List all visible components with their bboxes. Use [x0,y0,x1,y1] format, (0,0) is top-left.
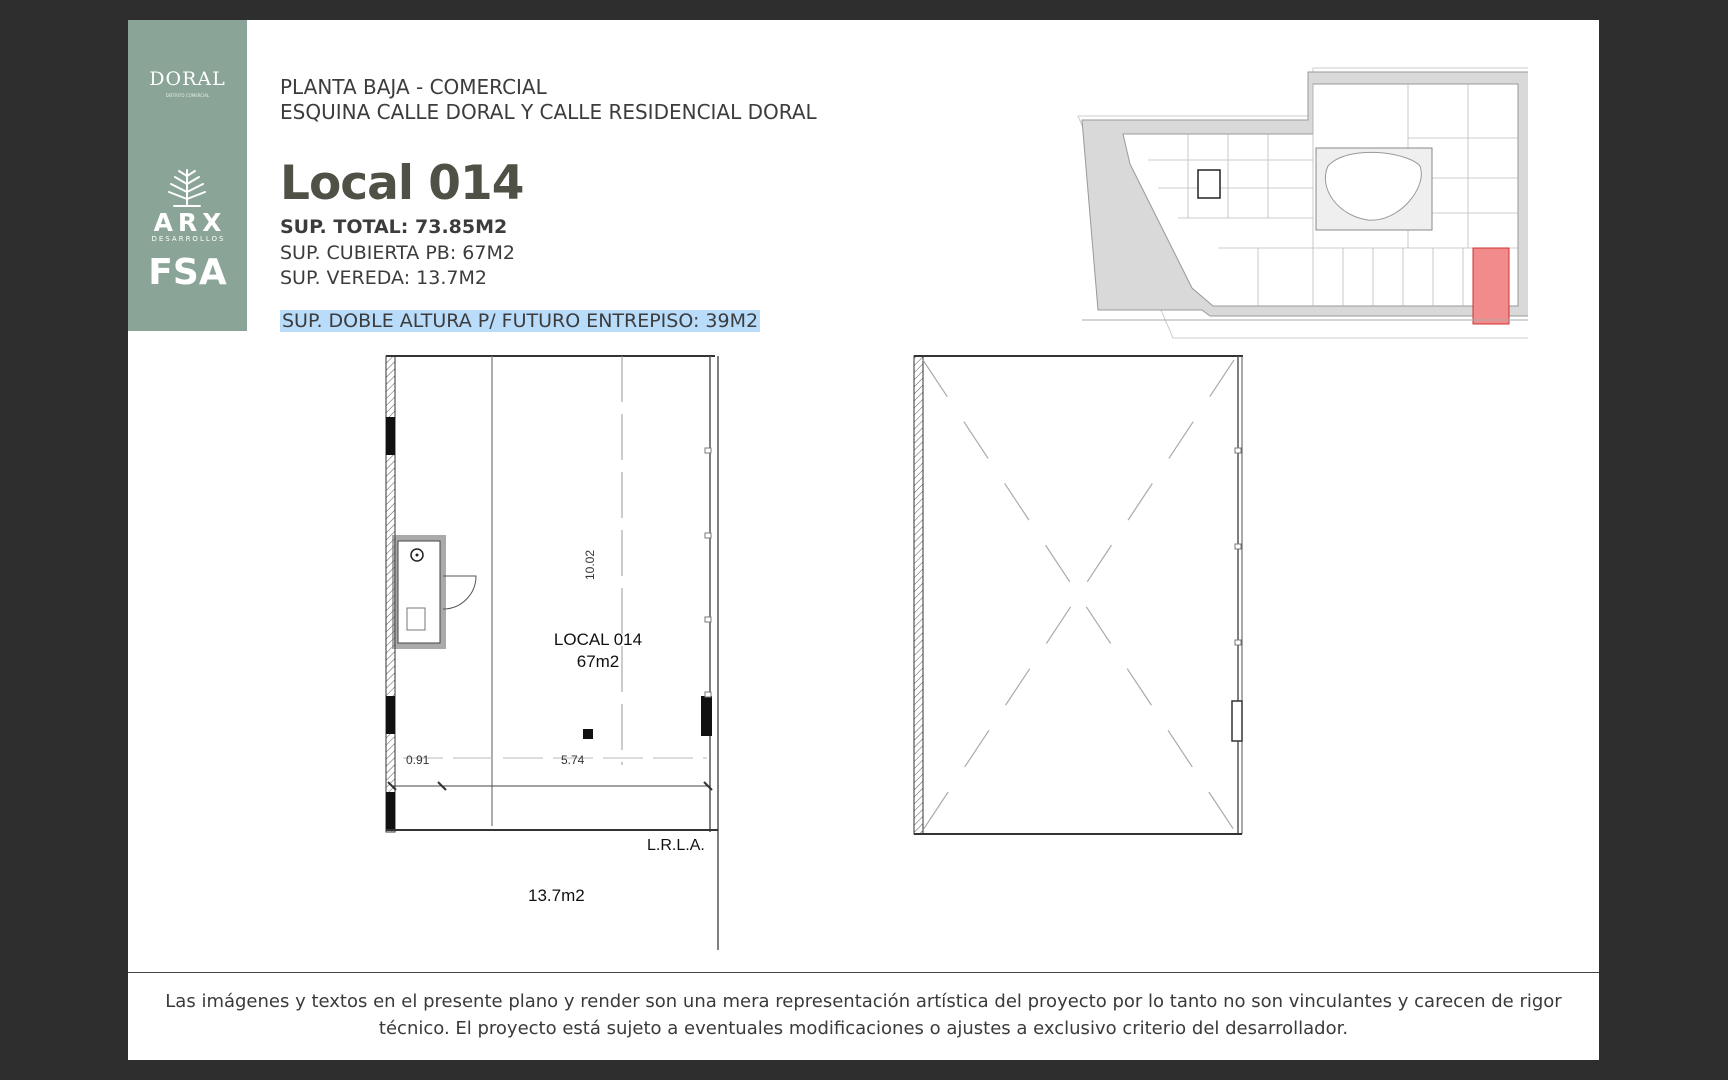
doral-logo: DORAL [149,68,226,90]
sidewalk-area-label: 13.7m2 [528,886,585,905]
covered-area: SUP. CUBIERTA PB: 67M2 [280,242,515,264]
sidewalk-area-summary: SUP. VEREDA: 13.7M2 [280,267,487,289]
unit-name: Local 014 [280,156,524,211]
doral-logo-subtitle: DISTRITO COMERCIAL [165,93,210,98]
arx-logo-subtitle: DESARROLLOS [151,235,226,243]
depth-dimension: 10.02 [583,549,597,580]
legal-disclaimer: Las imágenes y textos en el presente plano y render son una mera representación artística del proyecto por lo tanto no son vinculantes y carecen de rigor técnico. El proyecto está sujeto a eventuales modificaciones o ajustes a exclusivo criterio del desarrollador. [165,991,1562,1039]
fsa-logo: FSA [148,252,227,293]
arx-logo-text: ARX [153,208,227,237]
building-key-plan [1068,48,1528,348]
plan-title-level: PLANTA BAJA - COMERCIAL [280,75,547,99]
floor-plan-sheet [128,20,1599,1060]
footer-divider [128,972,1599,973]
unit-location-marker [1473,248,1509,324]
double-height-area[interactable]: SUP. DOBLE ALTURA P/ FUTURO ENTREPISO: 39M2 [282,310,759,332]
property-line-label: L.R.L.A. [647,837,705,854]
width-dimension: 5.74 [561,753,585,767]
small-dimension: 0.91 [406,753,430,767]
plan-title-location: ESQUINA CALLE DORAL Y CALLE RESIDENCIAL DORAL [280,100,817,124]
unit-label: LOCAL 014 [553,630,643,649]
total-area: SUP. TOTAL: 73.85M2 [280,216,508,238]
unit-area-label: 67m2 [576,652,620,671]
